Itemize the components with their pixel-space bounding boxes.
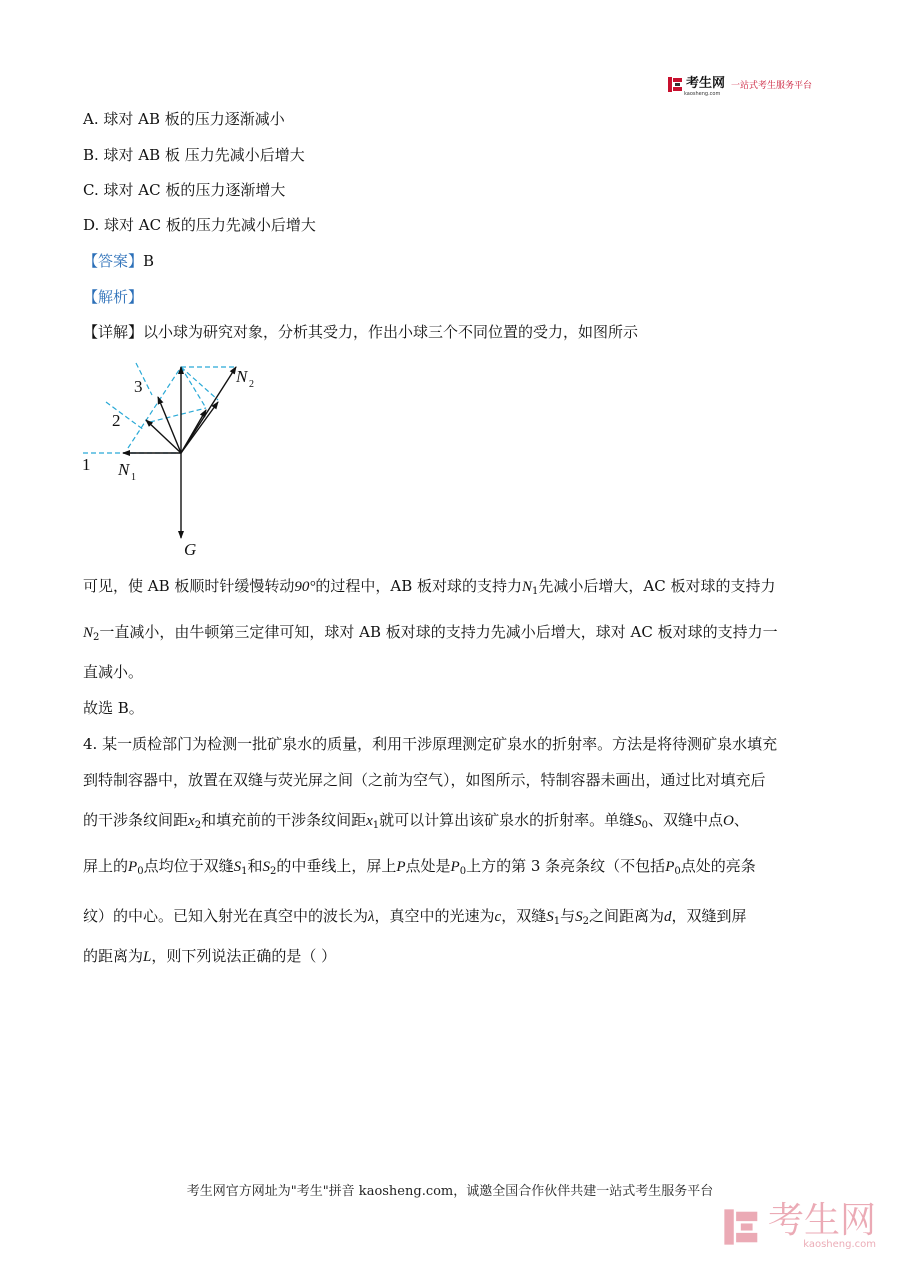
answer-value: B xyxy=(143,252,155,270)
detail-line xyxy=(83,321,638,343)
q4-text-5f: ，双缝到屏 xyxy=(671,907,747,925)
q4-s1-b: S xyxy=(546,909,554,925)
q4-text-6a: 的距离为 xyxy=(83,947,144,965)
watermark-text: 考生网 xyxy=(767,1200,876,1241)
analysis-line xyxy=(83,286,143,308)
arrow-mid-1 xyxy=(181,410,206,453)
detail-text: 以小球为研究对象，分析其受力，作出小球三个不同位置的受力，如图所示 xyxy=(143,323,639,341)
detail-label: 【详解】 xyxy=(83,323,144,341)
conclusion-angle: 90° xyxy=(294,579,316,595)
q4-text-4g: 点处的亮条 xyxy=(680,857,756,875)
option-d: D. 球对 AC 板的压力先减小后增大 xyxy=(83,216,316,234)
label-g: G xyxy=(184,540,197,559)
q4-text-4e: 点处是 xyxy=(405,857,451,875)
conclusion-choice: 故选 B。 xyxy=(83,699,144,717)
arrow-pos2 xyxy=(146,420,181,453)
q4-text-5a: 纹）的中心。已知入射光在真空中的波长为 xyxy=(83,907,369,925)
q4-line-6 xyxy=(83,945,336,968)
conclusion-n2-sub: 2 xyxy=(93,632,100,643)
q4-s2-b-sub: 2 xyxy=(582,916,589,927)
label-3: 3 xyxy=(134,377,143,396)
q4-p0-a: P xyxy=(128,859,138,875)
header-logo xyxy=(667,74,812,97)
q4-p0-c-sub: 0 xyxy=(674,866,681,877)
conclusion-text-1c: 先减小后增大，AC 板对球的支持力 xyxy=(538,577,776,595)
q4-x2: x xyxy=(188,813,195,829)
q4-text-5e: 之间距离为 xyxy=(588,907,664,925)
watermark-logo-icon xyxy=(722,1207,762,1247)
q4-d: d xyxy=(664,909,672,925)
q4-text-4a: 屏上的 xyxy=(83,857,129,875)
q4-text-4d: 的中垂线上，屏上 xyxy=(276,857,397,875)
q4-text-4c: 和 xyxy=(247,857,263,875)
q4-s2-a: S xyxy=(262,859,270,875)
option-a: A. 球对 AB 板的压力逐渐减小 xyxy=(83,110,285,128)
q4-line-2: 到特制容器中，放置在双缝与荧光屏之间（之前为空气），如图所示，特制容器未画出，通过比对填充后 xyxy=(83,771,766,789)
conclusion-line-1 xyxy=(83,575,776,603)
watermark xyxy=(722,1200,876,1251)
q4-line-4 xyxy=(83,855,756,883)
parallelogram-right2 xyxy=(181,367,218,400)
answer-label: 【答案】 xyxy=(83,252,144,270)
q4-text-5b: ，真空中的光速为 xyxy=(374,907,495,925)
q4-s0: S xyxy=(634,813,642,829)
logo-slogan: 一站式考生服务平台 xyxy=(730,80,812,91)
q4-s2-a-sub: 2 xyxy=(269,866,277,877)
label-1: 1 xyxy=(82,455,91,474)
option-c: C. 球对 AC 板的压力逐渐增大 xyxy=(83,181,286,199)
conclusion-n1-sub: 1 xyxy=(532,586,539,597)
q4-s1-a-sub: 1 xyxy=(241,866,248,877)
logo-name: 考生网 xyxy=(685,75,725,91)
option-b: B. 球对 AB 板 压力先减小后增大 xyxy=(83,146,305,164)
q4-p: P xyxy=(396,859,406,875)
conclusion-line-3: 直减小。 xyxy=(83,663,144,681)
analysis-label: 【解析】 xyxy=(83,288,144,306)
conclusion-line-2 xyxy=(83,621,778,649)
label-n1-sub: 1 xyxy=(131,472,136,483)
q4-c: c xyxy=(494,909,502,925)
parallelogram-mid xyxy=(150,408,206,422)
watermark-url: kaosheng.com xyxy=(803,1239,876,1250)
conclusion-text-1b: 的过程中，AB 板对球的支持力 xyxy=(315,577,523,595)
q4-text-3e: 、 xyxy=(733,811,749,829)
label-n2: N xyxy=(236,367,248,386)
q4-text-3a: 的干涉条纹间距 xyxy=(83,811,189,829)
arrow-pos3 xyxy=(158,397,181,453)
conclusion-text-1a: 可见，使 AB 板顺时针缓慢转动 xyxy=(83,577,295,595)
q4-line-1: 4. 某一质检部门为检测一批矿泉水的质量，利用干涉原理测定矿泉水的折射率。方法是将待测矿泉水填充 xyxy=(83,735,778,753)
answer-line xyxy=(83,250,154,272)
q4-lambda: λ xyxy=(368,909,375,925)
q4-s1-b-sub: 1 xyxy=(553,916,561,927)
q4-text-3d: 、双缝中点 xyxy=(648,811,724,829)
q4-x1: x xyxy=(366,813,373,829)
conclusion-text-2: 一直减小，由牛顿第三定律可知，球对 AB 板对球的支持力先减小后增大，球对 AC 板对球的支持力一 xyxy=(99,623,778,641)
logo-mark-icon xyxy=(667,76,684,93)
q4-p0-a-sub: 0 xyxy=(137,866,144,877)
label-n1: N xyxy=(118,460,130,479)
q4-p0-b: P xyxy=(450,859,460,875)
q4-s0-sub: 0 xyxy=(641,820,649,831)
q4-x2-sub: 2 xyxy=(194,820,202,831)
q4-p0-c: P xyxy=(665,859,675,875)
q4-text-3b: 和填充前的干涉条纹间距 xyxy=(201,811,367,829)
parallelogram-right xyxy=(181,367,206,408)
label-2: 2 xyxy=(112,411,121,430)
label-n2-sub: 2 xyxy=(249,379,254,390)
footer-text: 考生网官方网址为"考生"拼音 kaosheng.com，诚邀全国合作伙伴共建一站式考生服务平台 xyxy=(186,1184,714,1199)
q4-text-5d: 与 xyxy=(560,907,576,925)
q4-o: O xyxy=(723,813,734,829)
q4-line-3 xyxy=(83,809,749,837)
conclusion-n1: N xyxy=(522,579,533,595)
q4-line-5 xyxy=(83,905,747,933)
q4-s2-b: S xyxy=(575,909,583,925)
q4-text-4f: 上方的第 3 条亮条纹（不包括 xyxy=(466,857,666,875)
q4-p0-b-sub: 0 xyxy=(459,866,467,877)
q4-x1-sub: 1 xyxy=(372,820,380,831)
force-diagram xyxy=(78,350,278,565)
logo-url: kaosheng.com xyxy=(683,90,721,97)
q4-text-4b: 点均位于双缝 xyxy=(143,857,234,875)
q4-text-5c: ，双缝 xyxy=(501,907,547,925)
q4-text-3c: 就可以计算出该矿泉水的折射率。单缝 xyxy=(379,811,635,829)
q4-s1-a: S xyxy=(233,859,242,875)
q4-l: L xyxy=(143,949,152,965)
conclusion-n2: N xyxy=(83,625,94,641)
q4-text-6b: ，则下列说法正确的是（ ） xyxy=(151,947,337,965)
